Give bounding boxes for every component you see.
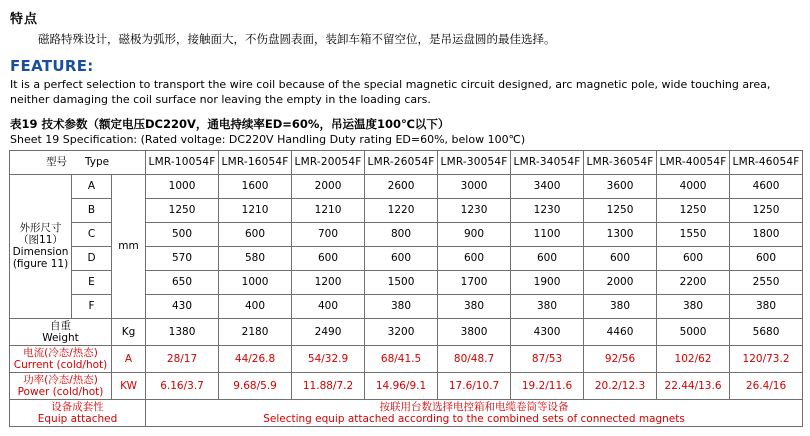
weight-label-en: Weight — [42, 331, 79, 344]
header-model: LMR-40054F — [657, 150, 730, 174]
table-cell: 380 — [511, 294, 584, 318]
table-cell: 2000 — [292, 174, 365, 198]
header-model: LMR-46054F — [730, 150, 803, 174]
table-cell: 68/41.5 — [365, 345, 438, 372]
table-cell: 600 — [511, 246, 584, 270]
table-cell: 80/48.7 — [438, 345, 511, 372]
power-label-cell — [10, 373, 112, 400]
table-cell: 120/73.2 — [730, 345, 803, 372]
table-cell: 2200 — [657, 270, 730, 294]
table-cell: 22.44/13.6 — [657, 373, 730, 400]
table-row — [10, 174, 803, 198]
equip-label-en: Equip attached — [37, 413, 118, 426]
table-cell: 3400 — [511, 174, 584, 198]
dimension-label-cn-1: 外形尺寸 — [19, 222, 62, 235]
dimension-label-en-1: Dimension — [12, 246, 69, 259]
table-cell: 650 — [146, 270, 219, 294]
table-cell: 570 — [146, 246, 219, 270]
table-cell: 1250 — [146, 198, 219, 222]
header-model: LMR-30054F — [438, 150, 511, 174]
equip-label-cell — [10, 400, 146, 427]
table-cell: 600 — [292, 246, 365, 270]
table-cell: 1700 — [438, 270, 511, 294]
header-model: LMR-10054F — [146, 150, 219, 174]
table-cell: 44/26.8 — [219, 345, 292, 372]
weight-unit: Kg — [112, 318, 146, 345]
table-cell: 1230 — [511, 198, 584, 222]
table-cell: 3200 — [365, 318, 438, 345]
table-row — [10, 373, 803, 400]
weight-label-cell — [10, 318, 112, 345]
header-model: LMR-34054F — [511, 150, 584, 174]
table-row — [10, 318, 803, 345]
power-label-en: Power (cold/hot) — [17, 386, 104, 399]
table-cell: 92/56 — [584, 345, 657, 372]
table-cell: 400 — [219, 294, 292, 318]
table-cell: 102/62 — [657, 345, 730, 372]
table-cell: 19.2/11.6 — [511, 373, 584, 400]
current-label-cn: 电流(冷态/热态) — [23, 346, 98, 359]
table-cell: 14.96/9.1 — [365, 373, 438, 400]
table-cell: 1380 — [146, 318, 219, 345]
table-cell: 3600 — [584, 174, 657, 198]
table-cell: 11.88/7.2 — [292, 373, 365, 400]
table-cell: 54/32.9 — [292, 345, 365, 372]
table-cell: 1250 — [584, 198, 657, 222]
table-cell: 1100 — [511, 222, 584, 246]
feature-title-cn: 特点 — [10, 12, 39, 27]
table-cell: 1000 — [146, 174, 219, 198]
table-cell: 17.6/10.7 — [438, 373, 511, 400]
table-cell: 2490 — [292, 318, 365, 345]
table-cell: 600 — [365, 246, 438, 270]
dimension-unit: mm — [112, 174, 146, 318]
table-cell: 28/17 — [146, 345, 219, 372]
specification-table — [9, 150, 803, 428]
table-cell: 580 — [219, 246, 292, 270]
table-cell: 380 — [657, 294, 730, 318]
table-cell: 700 — [292, 222, 365, 246]
table-cell: 1250 — [657, 198, 730, 222]
header-model: LMR-20054F — [292, 150, 365, 174]
table-cell: 600 — [438, 246, 511, 270]
table-cell: 87/53 — [511, 345, 584, 372]
weight-label-cn: 自重 — [50, 319, 71, 332]
dimension-row-name: B — [72, 198, 112, 222]
feature-title-en: FEATURE: — [10, 57, 94, 76]
table-cell: 600 — [219, 222, 292, 246]
table-cell: 4300 — [511, 318, 584, 345]
header-type-cn: 型号 — [45, 156, 67, 169]
table-cell: 600 — [657, 246, 730, 270]
table-cell: 4460 — [584, 318, 657, 345]
table-cell: 380 — [438, 294, 511, 318]
table-cell: 380 — [584, 294, 657, 318]
table-cell: 26.4/16 — [730, 373, 803, 400]
header-model: LMR-36054F — [584, 150, 657, 174]
table-cell: 9.68/5.9 — [219, 373, 292, 400]
table-cell: 600 — [730, 246, 803, 270]
table-cell: 1600 — [219, 174, 292, 198]
table-cell: 2600 — [365, 174, 438, 198]
table-cell: 2550 — [730, 270, 803, 294]
table-cell: 3800 — [438, 318, 511, 345]
table-cell: 1220 — [365, 198, 438, 222]
table-row — [10, 400, 803, 427]
table-cell: 1000 — [219, 270, 292, 294]
power-label-cn: 功率(冷态/热态) — [23, 374, 98, 387]
feature-body-en: It is a perfect selection to transport the wire coil because of the special magnetic circuit designed, arc magnetic pole, wide touching area, neither damaging the coil surface nor leaving the empty in the loading cars. — [10, 78, 771, 106]
table-cell: 4000 — [657, 174, 730, 198]
equip-value-cn: 按联用台数选择电控箱和电缆卷筒等设备 — [379, 401, 569, 414]
dimension-row-name: D — [72, 246, 112, 270]
dimension-row-name: A — [72, 174, 112, 198]
equip-value-cell — [146, 400, 803, 427]
header-type-cell — [10, 150, 146, 174]
dimension-row-name: E — [72, 270, 112, 294]
current-label-cell — [10, 345, 112, 372]
header-type-en: Type — [84, 156, 110, 169]
table-cell: 3000 — [438, 174, 511, 198]
table-cell: 1550 — [657, 222, 730, 246]
table-cell: 1210 — [219, 198, 292, 222]
current-unit: A — [112, 345, 146, 372]
spec-caption-cn: 表19 技术参数（额定电压DC220V，通电持续率ED=60%，吊运温度100℃以下） — [10, 116, 450, 131]
table-cell: 1200 — [292, 270, 365, 294]
table-cell: 6.16/3.7 — [146, 373, 219, 400]
table-cell: 1250 — [730, 198, 803, 222]
table-cell: 600 — [584, 246, 657, 270]
dimension-row-name: F — [72, 294, 112, 318]
table-cell: 1300 — [584, 222, 657, 246]
table-cell: 1230 — [438, 198, 511, 222]
header-model: LMR-26054F — [365, 150, 438, 174]
feature-body-cn: 磁路特殊设计，磁极为弧形，接触面大，不伤盘圆表面，装卸车箱不留空位，是吊运盘圆的最佳选择。 — [38, 32, 556, 46]
dimension-row-name: C — [72, 222, 112, 246]
dimension-label-cell — [10, 174, 72, 318]
table-cell: 2180 — [219, 318, 292, 345]
dimension-label-cn-2: （图11） — [18, 234, 63, 247]
table-cell: 380 — [365, 294, 438, 318]
table-cell: 400 — [292, 294, 365, 318]
table-cell: 1800 — [730, 222, 803, 246]
table-cell: 5000 — [657, 318, 730, 345]
spec-caption-en: Sheet 19 Specification: (Rated voltage: DC220V Handling Duty rating ED=60%, below 100℃) — [10, 132, 526, 146]
dimension-label-en-2: (figure 11) — [12, 258, 69, 271]
current-label-en: Current (cold/hot) — [13, 358, 108, 371]
equip-label-cn: 设备成套性 — [51, 401, 104, 414]
table-cell: 4600 — [730, 174, 803, 198]
table-cell: 800 — [365, 222, 438, 246]
table-row — [10, 345, 803, 372]
table-cell: 2000 — [584, 270, 657, 294]
table-cell: 500 — [146, 222, 219, 246]
table-cell: 380 — [730, 294, 803, 318]
table-cell: 430 — [146, 294, 219, 318]
table-row-header — [10, 150, 803, 174]
table-cell: 5680 — [730, 318, 803, 345]
header-model: LMR-16054F — [219, 150, 292, 174]
equip-value-en: Selecting equip attached according to the combined sets of connected magnets — [263, 413, 685, 426]
table-cell: 20.2/12.3 — [584, 373, 657, 400]
table-cell: 1500 — [365, 270, 438, 294]
table-cell: 1900 — [511, 270, 584, 294]
table-cell: 1210 — [292, 198, 365, 222]
table-cell: 900 — [438, 222, 511, 246]
power-unit: KW — [112, 373, 146, 400]
